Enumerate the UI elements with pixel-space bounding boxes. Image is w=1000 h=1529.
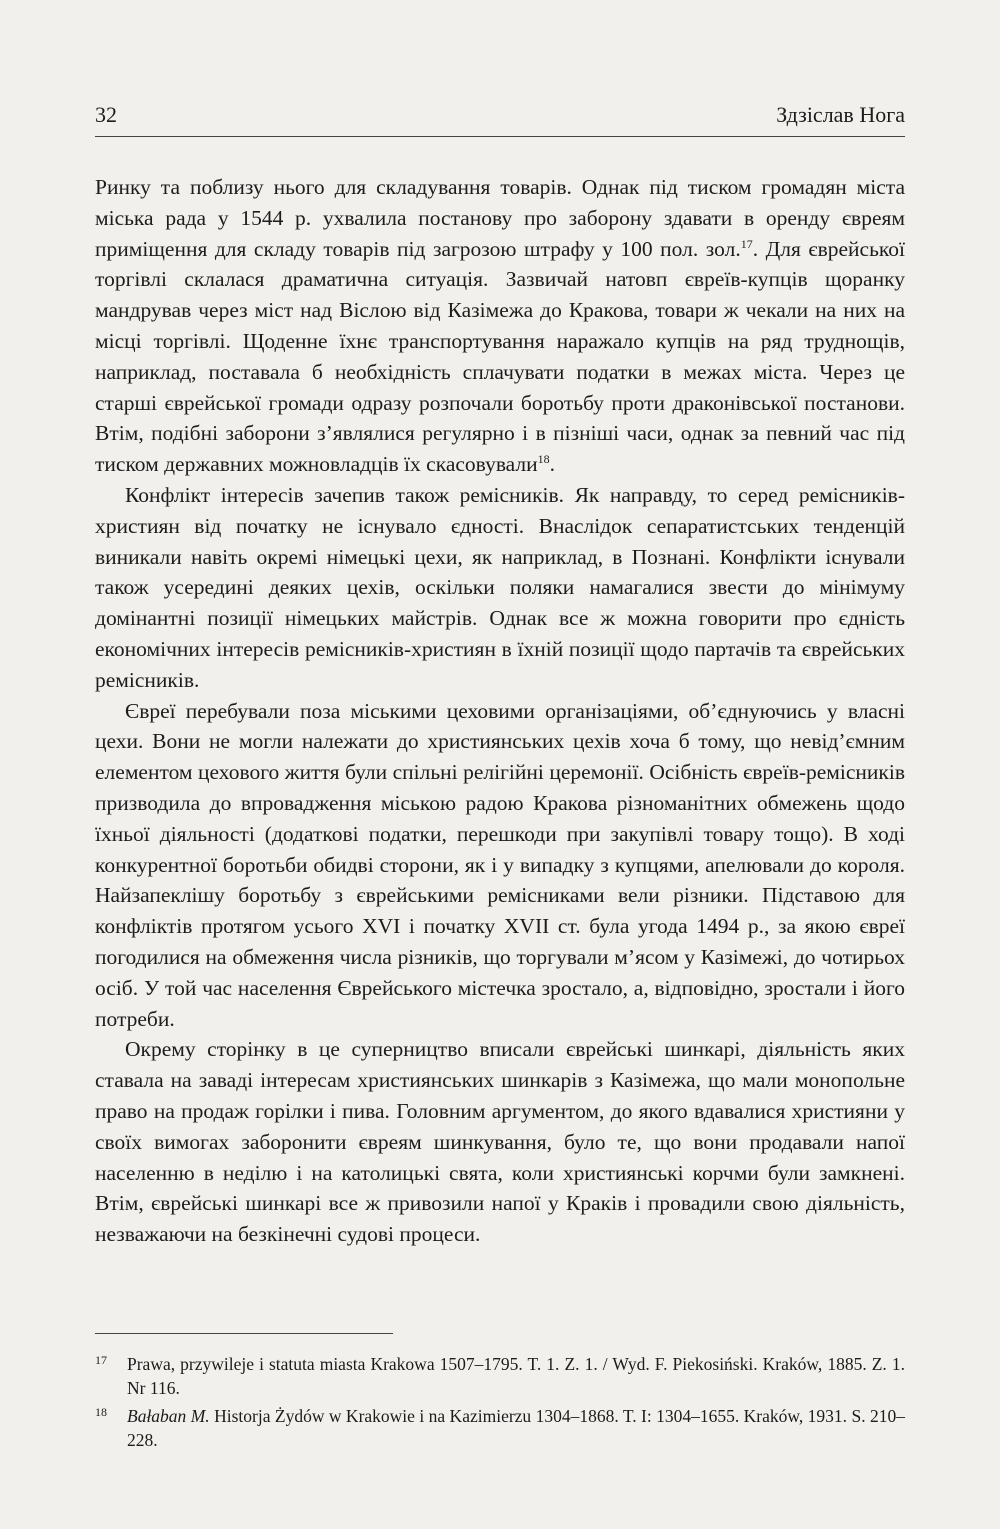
footnote-number: 17 — [95, 1353, 107, 1367]
footnote-text: Prawa, przywileje i statuta miasta Krakowa 1507–1795. T. 1. Z. 1. / Wyd. F. Piekosiński. Kraków, 1885. Z. 1. Nr 116. — [127, 1354, 905, 1398]
footnote-18 — [95, 1404, 905, 1452]
page-number: 32 — [95, 102, 117, 127]
footnote-17 — [95, 1352, 905, 1400]
paragraph-1: Ринку та поблизу нього для складування товарів. Однак під тиском громадян міста міська рада у 1544 р. ухвалила постанову про заборону здавати в оренду євреям приміщення для складу товарів під загрозою штрафу у 100 пол. зол.$^{17}$. Для єврейської торгівлі склалася драматична ситуація. Зазвичай натовп євреїв-купців щоранку мандрував через міст над Віслою від Казімежа до Кракова, товари ж чекали на них на місці торгівлі. Щоденне їхнє транспортування наражало купців на ряд труднощів, наприклад, поставала б необхідність сплачувати податки в межах міста. Через це старші єврейської громади одразу розпочали боротьбу проти драконівської постанови. Втім, подібні заборони з’являлися регулярно і в пізніші часи, однак за певний час під тиском державних можновладців їх скасовували$^{18}$. — [95, 175, 905, 477]
footnote-text: Bałaban M. Historja Żydów w Krakowie i na Kazimierzu 1304–1868. T. I: 1304–1655. Kraków, 1931. S. 210–228. — [127, 1406, 905, 1450]
paragraph-3: Євреї перебували поза міськими цеховими організаціями, об’єднуючись у власні цехи. Вони не могли належати до християнських цехів хоча б тому, що невід’ємним елементом цехового життя були спільні релігійні церемонії. Осібність євреїв-ремісників призводила до впровадження міською радою Кракова різноманітних обмежень щодо їхньої діяльності (додаткові податки, перешкоди при закупівлі товару тощо). В ході конкурентної боротьби обидві сторони, як і у випадку з купцями, апелювали до короля. Найзапеклішу боротьбу з єврейськими ремісниками вели різники. Підставою для конфліктів протягом усього XVI і початку XVII ст. була угода 1494 р., за якою євреї погодилися на обмеження числа різників, що торгували м’ясом у Казімежі, до чотирьох осіб. У той час населення Єврейського містечка зростало, а, відповідно, зростали і його потреби. — [95, 698, 905, 1031]
footnote-ref-18[interactable]: 18 — [537, 452, 550, 467]
footnote-rule — [95, 1333, 393, 1334]
running-title: Здзіслав Нога — [776, 102, 905, 127]
paragraph-2: Конфлікт інтересів зачепив також ремісників. Як направду, то серед ремісників-християн від початку не існувало єдності. Внаслідок сепаратистських тенденцій виникали навіть окремі німецькі цехи, як наприклад, в Познані. Конфлікти існували також усередині деяких цехів, оскільки поляки намагалися звести до мінімуму домінантні позиції німецьких майстрів. Однак все ж можна говорити про єдність економічних інтересів ремісників-християн в їхній позиції щодо партачів та єврейських ремісників. — [95, 482, 905, 692]
footnotes — [95, 1352, 905, 1456]
header-rule — [95, 136, 905, 137]
running-header — [95, 102, 905, 128]
footnote-ref-17[interactable]: 17 — [740, 236, 753, 251]
footnote-number: 18 — [95, 1405, 107, 1419]
body-text — [95, 172, 905, 1250]
footnote-author: Bałaban M. — [127, 1406, 210, 1426]
paragraph-4: Окрему сторінку в це суперництво вписали єврейські шинкарі, діяльність яких ставала на заваді інтересам християнських шинкарів з Казімежа, що мали монопольне право на продаж горілки і пива. Головним аргументом, до якого вдавалися християни у своїх вимогах заборонити євреям шинкування, було те, що вони продавали напої населенню в неділю і на католицькі свята, коли християнські корчми були замкнені. Втім, єврейські шинкарі все ж привозили напої у Краків і провадили свою діяльність, незважаючи на безкінечні судові процеси. — [95, 1037, 905, 1247]
